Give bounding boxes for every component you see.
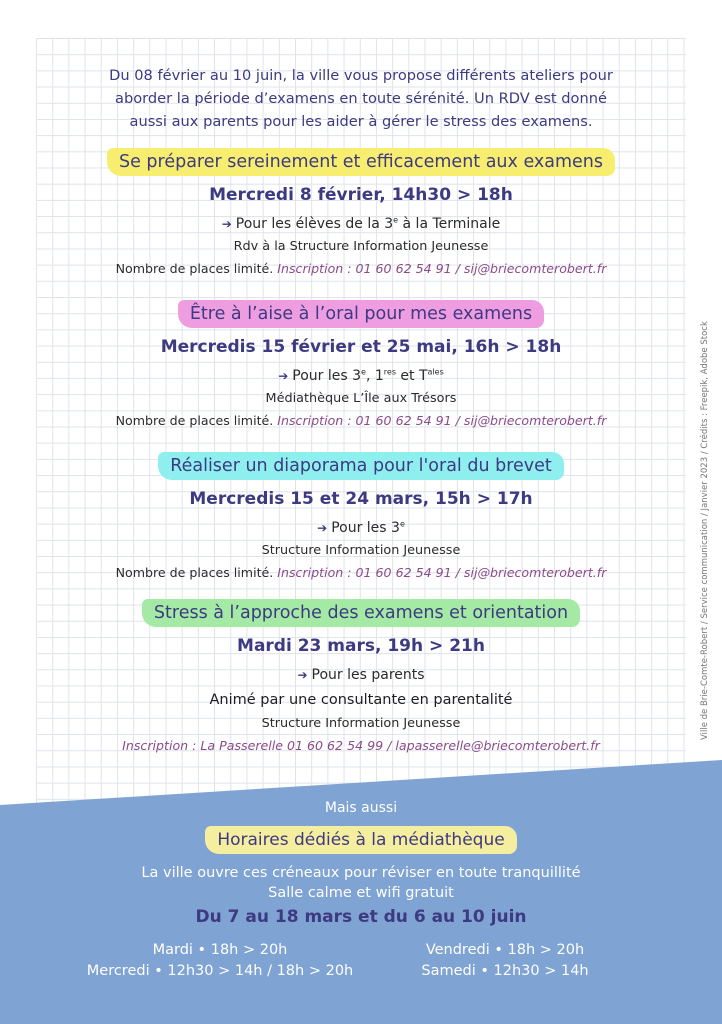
schedule-right: [400, 940, 610, 982]
workshop-date: Mercredi 8 février, 14h30 > 18h: [209, 185, 513, 205]
workshop-place: Structure Information Jeunesse: [261, 543, 461, 558]
mediatheque-title: Horaires dédiés à la médiathèque: [205, 826, 516, 854]
mediatheque-dates: Du 7 au 18 mars et du 6 au 10 juin: [195, 907, 527, 927]
workshop-title: Réaliser un diaporama pour l'oral du brevet: [158, 452, 564, 480]
workshop-date: Mercredis 15 février et 25 mai, 16h > 18h: [160, 337, 562, 357]
workshop-date: Mercredis 15 et 24 mars, 15h > 17h: [189, 489, 533, 509]
registration-contact[interactable]: Inscription : 01 60 62 54 91 / sij@briecomterobert.fr: [277, 261, 607, 276]
workshop-title: Stress à l’approche des examens et orientation: [142, 599, 580, 627]
intro-line: aborder la période d’examens en toute sérénité. Un RDV est donné: [115, 90, 607, 107]
mais-aussi-label: Mais aussi: [324, 800, 398, 816]
description-line: Salle calme et wifi gratuit: [268, 885, 454, 901]
workshop-3: [60, 452, 662, 582]
workshop-audience: ➔ Pour les 3e: [317, 519, 405, 536]
mediatheque-description: [40, 863, 682, 903]
workshop-place: Structure Information Jeunesse: [261, 716, 461, 731]
workshop-registration: [60, 737, 662, 755]
intro-line: aussi aux parents pour les aider à gérer le stress des examens.: [129, 113, 593, 130]
workshop-2: [60, 300, 662, 430]
workshop-title: Être à l’aise à l’oral pour mes examens: [178, 300, 544, 328]
arrow-right-icon: ➔: [297, 668, 308, 682]
arrow-right-icon: ➔: [278, 369, 289, 383]
workshop-title: Se préparer sereinement et efficacement aux examens: [107, 148, 615, 176]
schedule-entry: Mardi • 18h > 20h: [152, 942, 288, 958]
workshop-registration: Nombre de places limité. Inscription : 01 60 62 54 91 / sij@briecomterobert.fr: [115, 413, 607, 428]
schedule-entry: Vendredi • 18h > 20h: [425, 942, 585, 958]
workshop-date: Mardi 23 mars, 19h > 21h: [237, 636, 485, 656]
registration-contact[interactable]: Inscription : 01 60 62 54 91 / sij@briecomterobert.fr: [277, 413, 607, 428]
workshop-audience: ➔ Pour les parents: [297, 667, 425, 683]
workshop-1: [60, 148, 662, 278]
workshop-registration: Nombre de places limité. Inscription : 01 60 62 54 91 / sij@briecomterobert.fr: [115, 261, 607, 276]
schedule-entry: Mercredi • 12h30 > 14h / 18h > 20h: [86, 963, 354, 979]
workshop-audience: ➔ Pour les 3e, 1res et $T^{ales}$: [278, 367, 444, 384]
arrow-right-icon: ➔: [221, 217, 232, 231]
workshop-place: Médiathèque L’Île aux Trésors: [265, 391, 457, 406]
mediatheque-section: [40, 826, 682, 854]
intro-line: Du 08 février au 10 juin, la ville vous propose différents ateliers pour: [109, 67, 613, 84]
schedule-entry: Samedi • 12h30 > 14h: [421, 963, 589, 979]
workshop-place: Rdv à la Structure Information Jeunesse: [233, 239, 489, 254]
workshop-registration: Nombre de places limité. Inscription : 01 60 62 54 91 / sij@briecomterobert.fr: [115, 565, 607, 580]
workshop-4: [60, 599, 662, 755]
description-line: La ville ouvre ces créneaux pour réviser en toute tranquillité: [141, 865, 581, 881]
workshop-facilitator: Animé par une consultante en parentalité: [209, 692, 513, 708]
arrow-right-icon: ➔: [317, 521, 328, 535]
registration-contact[interactable]: Inscription : 01 60 62 54 91 / sij@briecomterobert.fr: [277, 565, 607, 580]
intro-text: [60, 64, 662, 133]
workshop-audience: ➔ Pour les élèves de la 3e à la Terminale: [221, 215, 501, 232]
schedule-left: [70, 940, 370, 982]
registration-contact[interactable]: Inscription : La Passerelle 01 60 62 54 99 / lapasserelle@briecomterobert.fr: [122, 738, 600, 753]
credit-text: Ville de Brie-Comte-Robert / Service communication / Janvier 2023 / Crédits : Freepik, Adobe Stock: [700, 321, 710, 740]
